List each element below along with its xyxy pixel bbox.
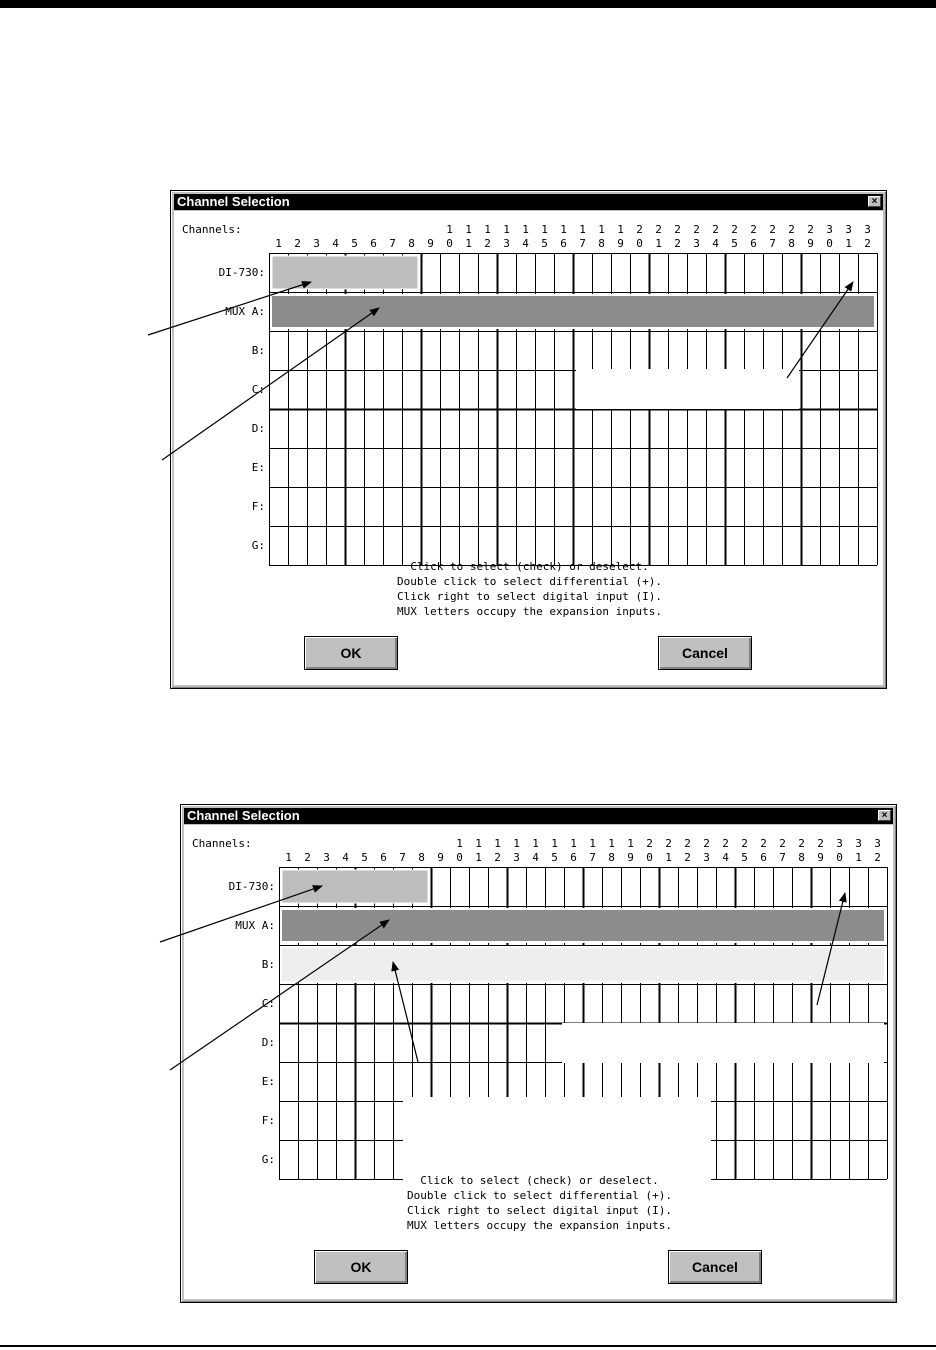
channel-tick-tens: 2 <box>741 837 748 850</box>
row-label: B: <box>261 957 275 971</box>
channel-tick: 4 <box>532 851 539 864</box>
channel-tick: 1 <box>665 851 672 864</box>
channel-tick: 2 <box>484 237 491 250</box>
help-line: Click to select (check) or deselect. <box>420 1174 659 1187</box>
row-label: B: <box>251 343 265 357</box>
channel-tick: 0 <box>456 851 463 864</box>
row-label: E: <box>251 460 265 474</box>
ok-button[interactable]: OK <box>314 1250 408 1284</box>
help-line: Double click to select differential (+). <box>407 1189 672 1202</box>
channel-tick: 5 <box>361 851 368 864</box>
callout-arrow <box>148 282 311 335</box>
channel-tick: 1 <box>855 851 862 864</box>
channel-tick: 2 <box>304 851 311 864</box>
channel-tick-tens: 2 <box>684 837 691 850</box>
row-label: MUX A: <box>225 304 265 318</box>
page-bottom-rule <box>0 1345 936 1347</box>
channel-tick: 6 <box>560 237 567 250</box>
close-icon[interactable]: × <box>878 810 891 821</box>
channel-tick: 8 <box>608 851 615 864</box>
channels-label: Channels: <box>182 223 242 236</box>
channel-tick: 7 <box>399 851 406 864</box>
channel-tick: 7 <box>779 851 786 864</box>
channel-tick: 1 <box>465 237 472 250</box>
channel-tick: 1 <box>845 237 852 250</box>
callout-arrow <box>170 920 389 1070</box>
channel-tick-tens: 1 <box>617 223 624 236</box>
channel-tick-tens: 2 <box>722 837 729 850</box>
row-label: DI-730: <box>218 265 265 279</box>
row-label: MUX A: <box>235 918 275 932</box>
channel-tick-tens: 1 <box>494 837 501 850</box>
channel-tick-tens: 2 <box>674 223 681 236</box>
close-icon[interactable]: × <box>868 196 881 207</box>
channel-tick: 9 <box>807 237 814 250</box>
channel-tick: 5 <box>731 237 738 250</box>
channel-tick: 1 <box>655 237 662 250</box>
channel-tick: 4 <box>722 851 729 864</box>
channels-label: Channels: <box>192 837 252 850</box>
cancel-button[interactable]: Cancel <box>668 1250 762 1284</box>
channel-tick: 9 <box>617 237 624 250</box>
channel-tick-tens: 1 <box>541 223 548 236</box>
row-label: C: <box>261 996 275 1010</box>
channel-tick: 2 <box>684 851 691 864</box>
row-label: G: <box>251 538 265 552</box>
help-line: Double click to select differential (+). <box>397 575 662 588</box>
channel-tick-tens: 2 <box>703 837 710 850</box>
row-label: G: <box>261 1152 275 1166</box>
channel-tick: 7 <box>389 237 396 250</box>
callout-arrow <box>817 893 845 1005</box>
channel-tick-tens: 2 <box>779 837 786 850</box>
channel-tick: 6 <box>370 237 377 250</box>
channel-tick-tens: 2 <box>655 223 662 236</box>
callout-arrow <box>162 308 379 460</box>
channel-tick-tens: 2 <box>798 837 805 850</box>
channel-tick: 8 <box>798 851 805 864</box>
channel-tick: 6 <box>380 851 387 864</box>
channel-tick-tens: 2 <box>760 837 767 850</box>
channel-tick: 5 <box>541 237 548 250</box>
channel-tick: 2 <box>494 851 501 864</box>
row-label: F: <box>251 499 265 513</box>
channel-tick-tens: 2 <box>788 223 795 236</box>
channel-tick-tens: 1 <box>598 223 605 236</box>
channel-tick-tens: 1 <box>579 223 586 236</box>
channel-tick-tens: 2 <box>693 223 700 236</box>
channel-tick: 6 <box>570 851 577 864</box>
channel-tick: 2 <box>294 237 301 250</box>
channel-tick-tens: 1 <box>570 837 577 850</box>
channel-tick-tens: 1 <box>551 837 558 850</box>
help-line: Click right to select digital input (I). <box>407 1204 672 1217</box>
row-label: D: <box>251 421 265 435</box>
channel-tick: 0 <box>646 851 653 864</box>
channel-tick: 5 <box>351 237 358 250</box>
channel-tick: 3 <box>703 851 710 864</box>
channel-tick: 4 <box>342 851 349 864</box>
help-line: MUX letters occupy the expansion inputs. <box>407 1219 672 1232</box>
row-label: C: <box>251 382 265 396</box>
ok-button[interactable]: OK <box>304 636 398 670</box>
channel-tick: 2 <box>874 851 881 864</box>
channel-tick-tens: 1 <box>484 223 491 236</box>
row-label: DI-730: <box>228 879 275 893</box>
channel-tick: 4 <box>712 237 719 250</box>
channel-tick: 8 <box>418 851 425 864</box>
channel-tick: 9 <box>437 851 444 864</box>
channel-tick-tens: 1 <box>532 837 539 850</box>
dialog-title: Channel Selection <box>177 194 290 209</box>
channel-tick: 4 <box>332 237 339 250</box>
channel-tick: 5 <box>741 851 748 864</box>
channel-tick: 8 <box>408 237 415 250</box>
channel-tick: 9 <box>817 851 824 864</box>
channel-tick: 0 <box>446 237 453 250</box>
channel-tick: 1 <box>275 237 282 250</box>
channel-tick: 3 <box>313 237 320 250</box>
channel-tick: 6 <box>760 851 767 864</box>
callout-arrow <box>393 962 418 1062</box>
cancel-button[interactable]: Cancel <box>658 636 752 670</box>
channel-tick: 7 <box>579 237 586 250</box>
channel-tick-tens: 1 <box>627 837 634 850</box>
channel-tick-tens: 1 <box>465 223 472 236</box>
channel-tick-tens: 1 <box>456 837 463 850</box>
help-line: Click to select (check) or deselect. <box>410 560 649 573</box>
channel-tick: 8 <box>788 237 795 250</box>
row-label: E: <box>261 1074 275 1088</box>
channel-tick-tens: 2 <box>750 223 757 236</box>
channel-tick: 6 <box>750 237 757 250</box>
channel-tick-tens: 2 <box>807 223 814 236</box>
channel-tick: 9 <box>627 851 634 864</box>
channel-tick-tens: 2 <box>646 837 653 850</box>
channel-tick-tens: 2 <box>731 223 738 236</box>
channel-tick: 2 <box>674 237 681 250</box>
channel-tick: 3 <box>693 237 700 250</box>
channel-tick-tens: 1 <box>503 223 510 236</box>
channel-tick-tens: 1 <box>475 837 482 850</box>
help-line: Click right to select digital input (I). <box>397 590 662 603</box>
channel-tick-tens: 1 <box>560 223 567 236</box>
channel-tick: 3 <box>513 851 520 864</box>
channel-tick: 1 <box>475 851 482 864</box>
channel-tick: 4 <box>522 237 529 250</box>
channel-tick: 1 <box>285 851 292 864</box>
channel-tick: 9 <box>427 237 434 250</box>
row-label: D: <box>261 1035 275 1049</box>
channel-tick-tens: 3 <box>855 837 862 850</box>
channel-tick-tens: 3 <box>864 223 871 236</box>
channel-tick-tens: 1 <box>589 837 596 850</box>
channel-tick-tens: 1 <box>513 837 520 850</box>
channel-tick: 8 <box>598 237 605 250</box>
channel-tick-tens: 3 <box>826 223 833 236</box>
callout-arrow <box>787 282 853 378</box>
channel-tick: 0 <box>826 237 833 250</box>
channel-tick-tens: 2 <box>712 223 719 236</box>
channel-tick: 5 <box>551 851 558 864</box>
channel-tick: 7 <box>769 237 776 250</box>
channel-tick: 7 <box>589 851 596 864</box>
channel-tick-tens: 3 <box>845 223 852 236</box>
channel-tick-tens: 2 <box>636 223 643 236</box>
channel-tick-tens: 1 <box>446 223 453 236</box>
channel-tick-tens: 1 <box>608 837 615 850</box>
channel-tick-tens: 2 <box>769 223 776 236</box>
channel-tick-tens: 1 <box>522 223 529 236</box>
channel-tick: 0 <box>836 851 843 864</box>
channel-tick: 0 <box>636 237 643 250</box>
callout-arrow <box>160 886 322 942</box>
channel-tick: 3 <box>503 237 510 250</box>
channel-tick: 2 <box>864 237 871 250</box>
channel-tick: 3 <box>323 851 330 864</box>
channel-tick-tens: 2 <box>817 837 824 850</box>
row-label: F: <box>261 1113 275 1127</box>
dialog-title: Channel Selection <box>187 808 300 823</box>
channel-tick-tens: 3 <box>836 837 843 850</box>
channel-tick-tens: 2 <box>665 837 672 850</box>
channel-tick-tens: 3 <box>874 837 881 850</box>
help-line: MUX letters occupy the expansion inputs. <box>397 605 662 618</box>
